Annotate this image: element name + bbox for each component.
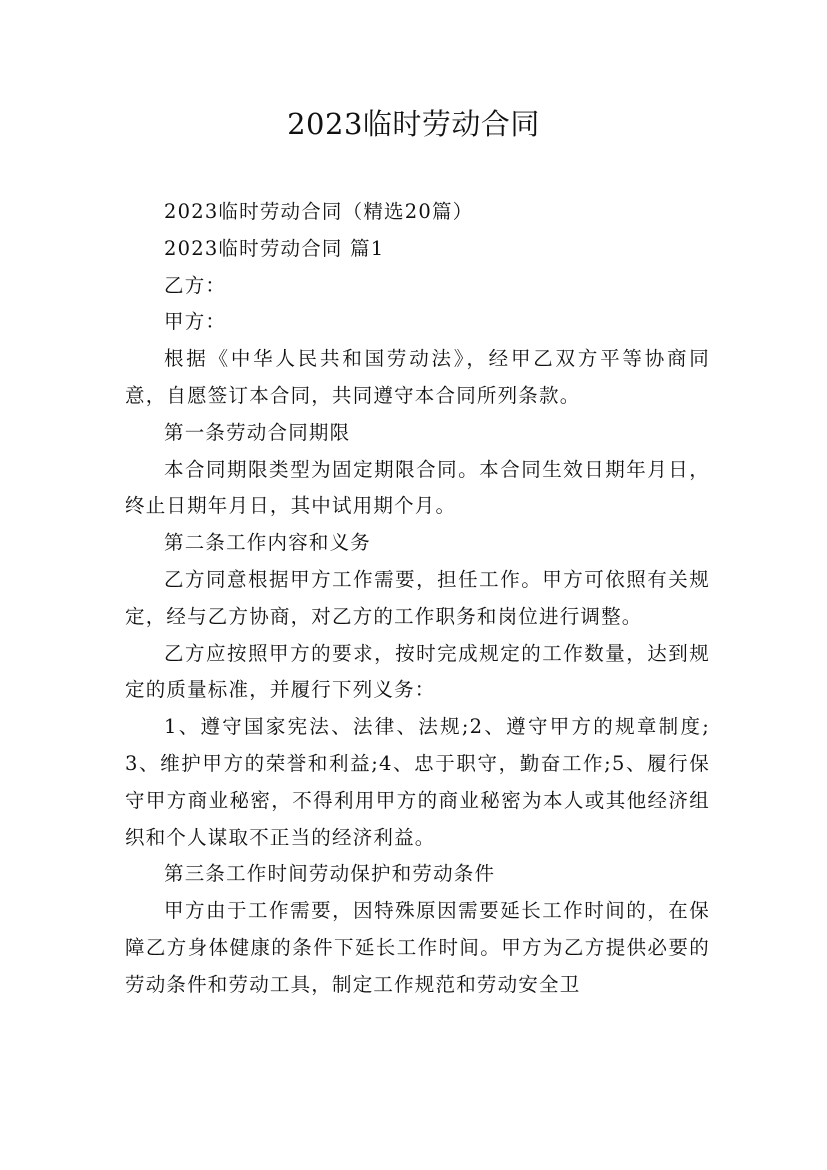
paragraph-party-b: 乙方： <box>164 273 227 297</box>
document-body <box>125 194 710 1004</box>
paragraph-article-3-text: 甲方由于工作需要，因特殊原因需要延长工作时间的，在保障乙方身体健康的条件下延长工作时间。甲方为乙方提供必要的劳动条件和劳动工具，制定工作规范和劳动安全卫 <box>125 899 710 996</box>
paragraph-article-2-text: 乙方同意根据甲方工作需要，担任工作。甲方可依照有关规定，经与乙方协商，对乙方的工作职务和岗位进行调整。 <box>125 567 710 628</box>
paragraph-article-2-obligations: 乙方应按照甲方的要求，按时完成规定的工作数量，达到规定的质量标准，并履行下列义务： <box>125 641 710 702</box>
paragraph-section-heading: 2023临时劳动合同 篇1 <box>164 236 385 260</box>
paragraph-article-3-heading: 第三条工作时间劳动保护和劳动条件 <box>164 862 496 886</box>
paragraph-article-2-list: 1、遵守国家宪法、法律、法规;2、遵守甲方的规章制度;3、维护甲方的荣誉和利益;4、忠于职守，勤奋工作;5、履行保守甲方商业秘密，不得利用甲方的商业秘密为本人或其他经济组织和个人谋取不正当的经济利益。 <box>125 715 711 849</box>
paragraph-article-2-heading: 第二条工作内容和义务 <box>164 531 372 555</box>
paragraph-article-1-heading: 第一条劳动合同期限 <box>164 420 351 444</box>
paragraph-party-a: 甲方： <box>164 310 227 334</box>
document-title: 2023临时劳动合同 <box>287 107 540 141</box>
paragraph-article-1-text: 本合同期限类型为固定期限合同。本合同生效日期年月日，终止日期年月日，其中试用期个月。 <box>125 457 710 518</box>
paragraph-subtitle: 2023临时劳动合同（精选20篇） <box>164 200 474 223</box>
paragraph-preamble: 根据《中华人民共和国劳动法》，经甲乙双方平等协商同意，自愿签订本合同，共同遵守本合同所列条款。 <box>125 347 710 407</box>
